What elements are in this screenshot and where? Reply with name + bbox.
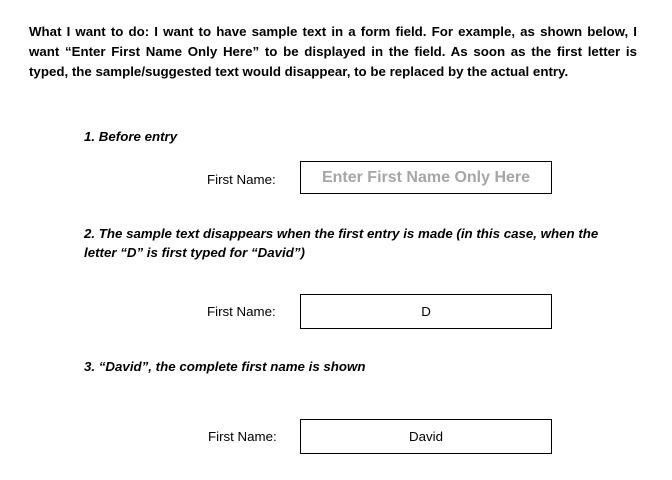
first-name-value-first-letter: D: [421, 304, 431, 319]
step-3-heading: 3. “David”, the complete first name is shown: [84, 359, 366, 374]
first-name-value-complete: David: [409, 429, 443, 444]
first-name-label-2: First Name:: [207, 304, 276, 319]
first-name-field-complete[interactable]: [300, 419, 552, 454]
step-2-heading: 2. The sample text disappears when the first entry is made (in this case, when the letter “D” is first typed for “David”): [84, 226, 599, 260]
first-name-placeholder-text: Enter First Name Only Here: [321, 168, 531, 186]
first-name-field-before-entry[interactable]: [300, 161, 552, 194]
first-name-field-first-letter[interactable]: [300, 294, 552, 329]
first-name-label-1: First Name:: [207, 172, 276, 187]
intro-paragraph: What I want to do: I want to have sample text in a form field. For example, as shown below, I want “Enter First Name Only Here” to be displayed in the field. As soon as the first letter is typed, the sample/suggested text would disappear, to be replaced by the actual entry.: [29, 24, 637, 79]
step-1-heading: 1. Before entry: [84, 129, 178, 144]
first-name-label-3: First Name:: [208, 429, 277, 444]
